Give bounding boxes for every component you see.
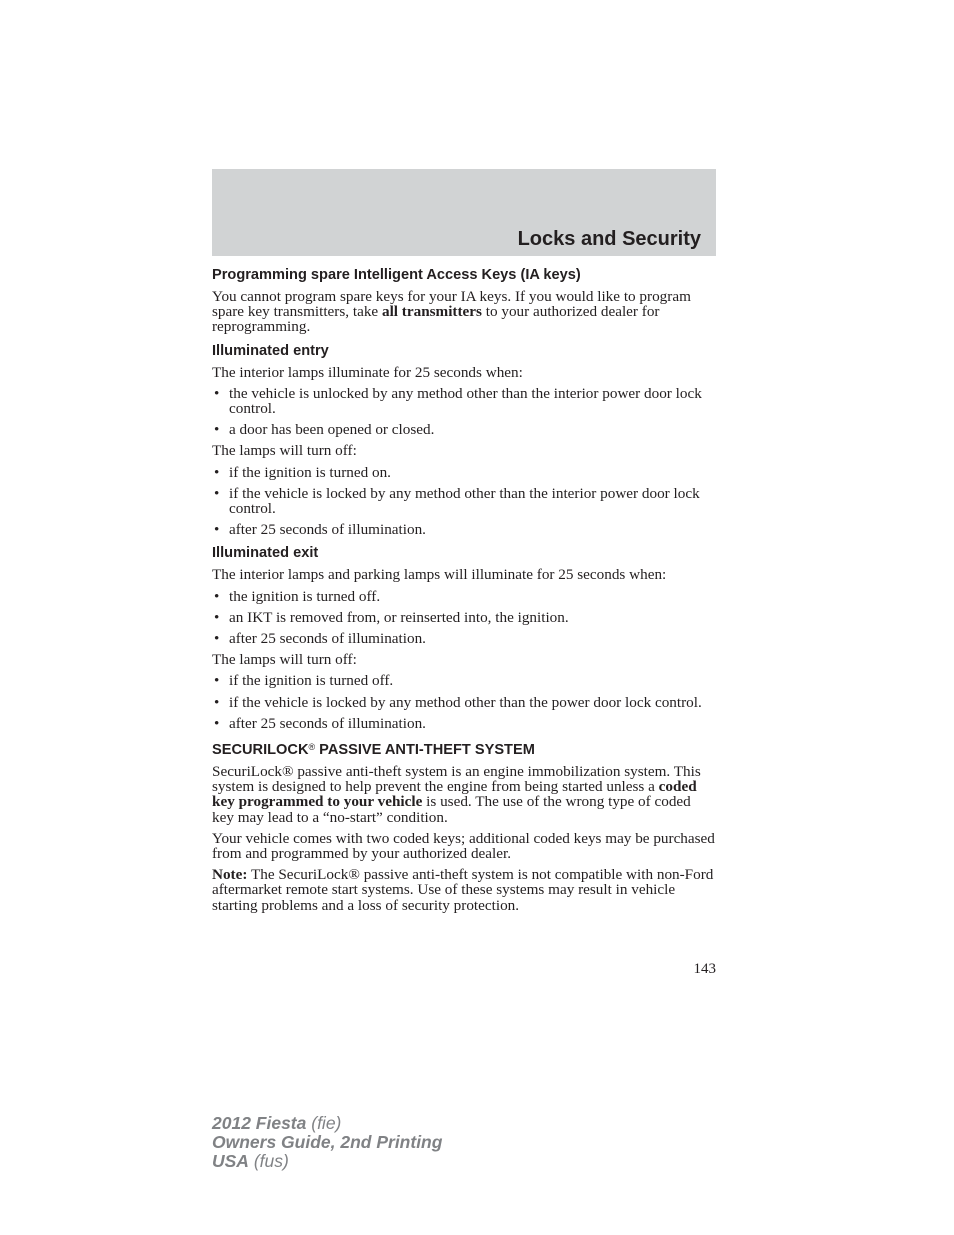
section-illuminated-entry — [212, 342, 716, 538]
footer-line-3 — [212, 1152, 442, 1171]
footer-market-code: (fus) — [248, 1151, 289, 1171]
securilock-text-2: is used. The use of the wrong type of coded key may lead to a “no-start” condition. — [212, 793, 691, 826]
heading-securilock — [212, 738, 716, 759]
ia-keys-paragraph — [212, 289, 716, 335]
list-item — [212, 673, 716, 688]
list-item-text: if the ignition is turned off. — [229, 672, 394, 690]
list-item-text: an IKT is removed from, or reinserted into, the ignition. — [229, 608, 569, 626]
exit-when-list — [212, 589, 716, 647]
ia-keys-text-1: You cannot program spare keys for your IA keys. If you would like to program spare key transmitters, take — [212, 288, 691, 321]
registered-mark: ® — [308, 742, 316, 753]
heading-securilock-b: PASSIVE ANTI-THEFT SYSTEM — [315, 742, 535, 759]
securilock-paragraph-1 — [212, 764, 716, 825]
bullet-icon: • — [214, 672, 220, 690]
list-item — [212, 422, 716, 437]
section-illuminated-exit — [212, 544, 716, 731]
list-item — [212, 716, 716, 731]
footer-guide: Owners Guide, 2nd Printing — [212, 1132, 443, 1152]
list-item — [212, 486, 716, 516]
heading-illuminated-entry: Illuminated entry — [212, 342, 329, 359]
list-item-text: after 25 seconds of illumination. — [229, 630, 426, 648]
bullet-icon: • — [214, 587, 220, 605]
footer-line-2 — [212, 1133, 442, 1152]
list-item — [212, 695, 716, 710]
exit-intro: The interior lamps and parking lamps will illuminate for 25 seconds when: — [212, 566, 667, 584]
page-number: 143 — [693, 961, 716, 977]
securilock-paragraph-2: Your vehicle comes with two coded keys; additional coded keys may be purchased from and programmed by your authorized dealer. — [212, 829, 715, 863]
list-item-text: after 25 seconds of illumination. — [229, 521, 426, 539]
bullet-icon: • — [214, 693, 220, 711]
footer-model: 2012 Fiesta — [212, 1113, 307, 1133]
note-text: The SecuriLock® passive anti-theft system is not compatible with non-Ford aftermarket remote start systems. Use of these systems may result in vehicle starting problems and a loss of security protection. — [212, 866, 714, 914]
securilock-note — [212, 867, 716, 913]
bullet-icon: • — [214, 384, 220, 402]
heading-illuminated-exit: Illuminated exit — [212, 545, 319, 562]
exit-off-list — [212, 673, 716, 731]
bullet-icon: • — [214, 421, 220, 439]
list-item-text: the ignition is turned off. — [229, 587, 381, 605]
section-title: Locks and Security — [517, 228, 701, 250]
ia-keys-bold: all transmitters — [381, 303, 482, 321]
footer-model-code: (fie) — [306, 1113, 342, 1133]
section-securilock — [212, 738, 716, 913]
list-item-text: the vehicle is unlocked by any method other than the interior power door lock control. — [229, 384, 702, 418]
list-item-text: if the ignition is turned on. — [229, 463, 391, 481]
footer — [212, 1114, 442, 1171]
entry-off-intro: The lamps will turn off: — [212, 442, 357, 460]
list-item — [212, 631, 716, 646]
bullet-icon: • — [214, 608, 220, 626]
heading-securilock-a: SECURILOCK — [212, 742, 309, 759]
bullet-icon: • — [214, 714, 220, 732]
bullet-icon: • — [214, 630, 220, 648]
list-item — [212, 610, 716, 625]
bullet-icon: • — [214, 484, 220, 502]
list-item-text: after 25 seconds of illumination. — [229, 714, 426, 732]
entry-off-list — [212, 465, 716, 538]
securilock-text-1: SecuriLock® passive anti-theft system is an engine immobilization system. This system is designed to help prevent the engine from being started unless a — [212, 763, 701, 796]
entry-intro: The interior lamps illuminate for 25 seconds when: — [212, 363, 523, 381]
exit-off-intro: The lamps will turn off: — [212, 651, 357, 669]
securilock-bold: coded key programmed to your vehicle — [212, 778, 697, 811]
header-band — [212, 169, 716, 256]
list-item-text: if the vehicle is locked by any method other than the power door lock control. — [229, 693, 702, 711]
ia-keys-text-2: to your authorized dealer for reprogramming. — [212, 303, 660, 336]
list-item-text: a door has been opened or closed. — [229, 421, 435, 439]
list-item — [212, 386, 716, 416]
section-ia-keys — [212, 266, 716, 335]
list-item — [212, 465, 716, 480]
entry-when-list — [212, 386, 716, 438]
footer-line-1 — [212, 1114, 442, 1133]
list-item-text: if the vehicle is locked by any method other than the interior power door lock control. — [229, 484, 700, 518]
footer-market: USA — [212, 1151, 249, 1171]
list-item — [212, 589, 716, 604]
list-item — [212, 522, 716, 537]
bullet-icon: • — [214, 521, 220, 539]
page-content — [212, 266, 716, 920]
note-label: Note: — [212, 866, 248, 884]
bullet-icon: • — [214, 463, 220, 481]
heading-ia-keys: Programming spare Intelligent Access Keys (IA keys) — [212, 267, 581, 283]
